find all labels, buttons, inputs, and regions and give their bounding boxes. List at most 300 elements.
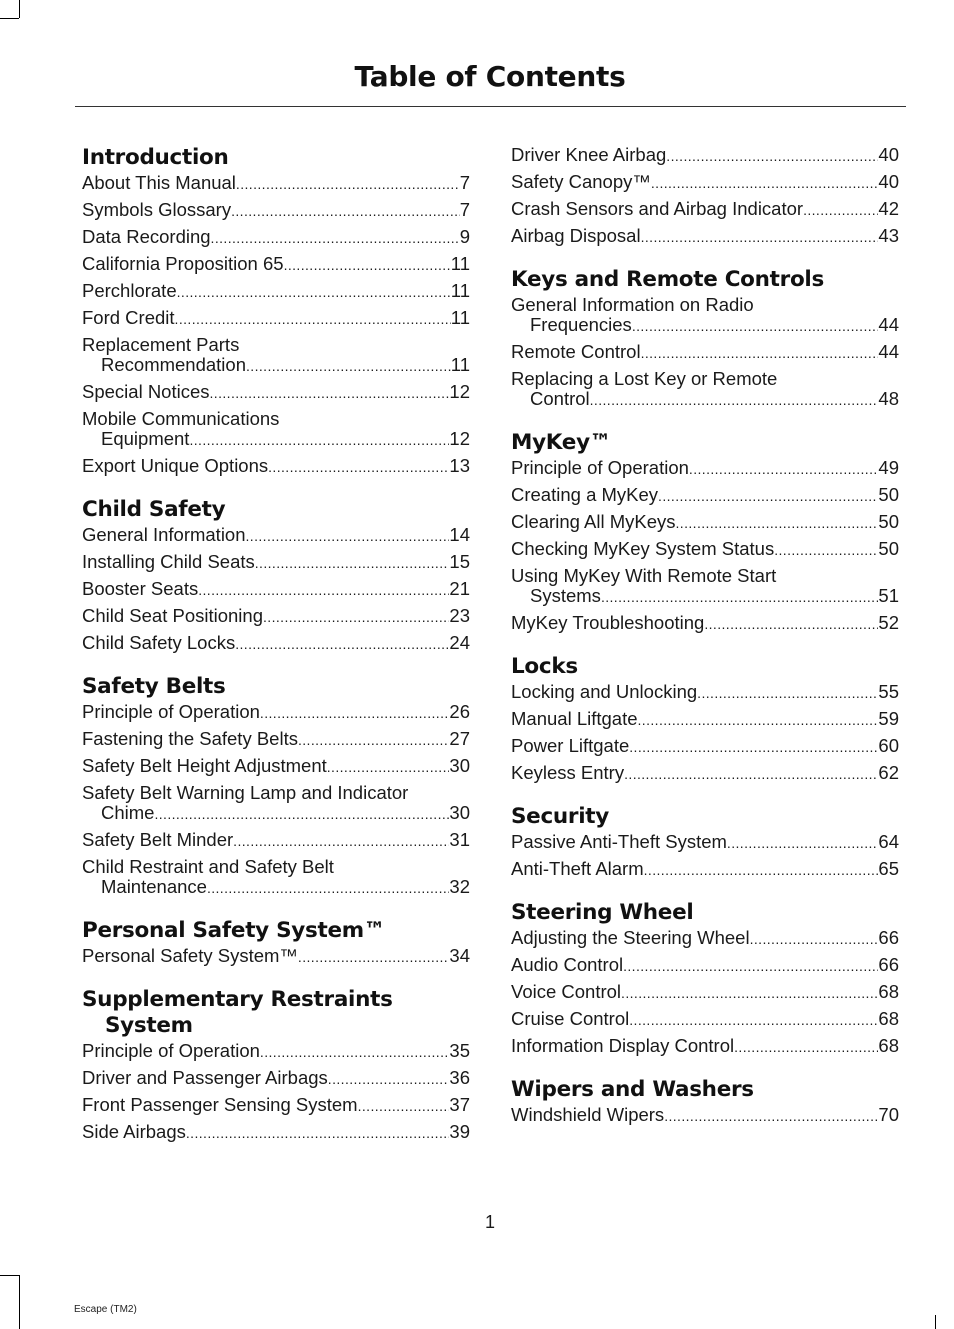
toc-entry-row bbox=[511, 832, 899, 853]
toc-entry[interactable] bbox=[82, 1068, 470, 1089]
dot-leader bbox=[298, 947, 450, 967]
toc-entry-row bbox=[511, 389, 899, 410]
dot-leader bbox=[175, 309, 451, 329]
section-title-text: MyKey™ bbox=[511, 430, 611, 455]
toc-entry-row bbox=[82, 633, 470, 654]
crop-mark bbox=[0, 1275, 19, 1276]
toc-entry-label: MyKey Troubleshooting bbox=[511, 612, 705, 633]
toc-entry-label: Passive Anti-Theft System bbox=[511, 831, 727, 852]
toc-entry-label: Safety Belt Minder bbox=[82, 829, 234, 850]
toc-entry-label: Symbols Glossary bbox=[82, 199, 232, 220]
dot-leader bbox=[235, 634, 449, 654]
toc-entry-page: 64 bbox=[878, 831, 899, 852]
toc-entry[interactable] bbox=[511, 1036, 899, 1057]
dot-leader bbox=[623, 956, 878, 976]
section-title bbox=[511, 900, 899, 926]
dot-leader bbox=[590, 390, 879, 410]
toc-entry-label: Manual Liftgate bbox=[511, 708, 638, 729]
toc-entry-page: 39 bbox=[449, 1121, 470, 1142]
toc-entry-label: Fastening the Safety Belts bbox=[82, 728, 298, 749]
toc-entry[interactable] bbox=[511, 369, 899, 410]
section-title bbox=[511, 267, 899, 293]
section-title-text: Wipers and Washers bbox=[511, 1077, 754, 1102]
toc-entry-label: Side Airbags bbox=[82, 1121, 186, 1142]
toc-entry-label: Ford Credit bbox=[82, 307, 175, 328]
toc-entry[interactable] bbox=[511, 613, 899, 634]
dot-leader bbox=[233, 831, 449, 851]
toc-entry[interactable] bbox=[82, 281, 470, 302]
toc-entry-row bbox=[82, 281, 470, 302]
toc-entry[interactable] bbox=[82, 1095, 470, 1116]
section-title bbox=[82, 918, 470, 944]
toc-entry[interactable] bbox=[82, 173, 470, 194]
toc-entry-row bbox=[511, 982, 899, 1003]
section-title-text: Introduction bbox=[82, 145, 229, 170]
crop-mark bbox=[935, 1315, 936, 1329]
section-title-text: Locks bbox=[511, 654, 578, 679]
dot-leader bbox=[658, 486, 878, 506]
toc-entry-label-line1: Mobile Communications bbox=[82, 408, 280, 429]
toc-entry[interactable] bbox=[511, 226, 899, 247]
dot-leader bbox=[727, 833, 879, 853]
toc-section bbox=[511, 900, 899, 1057]
toc-entry-label: Voice Control bbox=[511, 981, 622, 1002]
toc-entry-page: 11 bbox=[450, 280, 470, 301]
toc-entry-row bbox=[82, 382, 470, 403]
section-title bbox=[511, 1077, 899, 1103]
dot-leader bbox=[260, 703, 450, 723]
toc-entry-page: 26 bbox=[449, 701, 470, 722]
toc-entry[interactable] bbox=[511, 295, 899, 336]
toc-entry-row bbox=[82, 552, 470, 573]
toc-entry-label: Cruise Control bbox=[511, 1008, 630, 1029]
toc-entry-row bbox=[82, 1068, 470, 1089]
toc-entry-page: 14 bbox=[449, 524, 470, 545]
title-divider bbox=[75, 106, 906, 107]
toc-entry-row bbox=[511, 928, 899, 949]
toc-entry-row bbox=[511, 315, 899, 336]
section-title bbox=[511, 430, 899, 456]
toc-entry-page: 48 bbox=[878, 388, 899, 409]
dot-leader bbox=[328, 1069, 450, 1089]
toc-entry[interactable] bbox=[82, 525, 470, 546]
toc-entry-label: Child Seat Positioning bbox=[82, 605, 263, 626]
toc-entry-label: Adjusting the Steering Wheel bbox=[511, 927, 750, 948]
toc-entry-label: Driver and Passenger Airbags bbox=[82, 1067, 328, 1088]
toc-entry-row bbox=[82, 756, 470, 777]
toc-section bbox=[511, 145, 899, 247]
dot-leader bbox=[629, 1010, 878, 1030]
toc-entry-page: 36 bbox=[449, 1067, 470, 1088]
toc-entry-page: 50 bbox=[878, 538, 899, 559]
toc-entry-label: About This Manual bbox=[82, 172, 236, 193]
dot-leader bbox=[207, 878, 449, 898]
toc-entry-label: Principle of Operation bbox=[82, 1040, 260, 1061]
crop-mark bbox=[0, 18, 19, 19]
toc-entry[interactable] bbox=[82, 830, 470, 851]
toc-entry[interactable] bbox=[511, 342, 899, 363]
section-title bbox=[511, 804, 899, 830]
toc-entry-label: Power Liftgate bbox=[511, 735, 630, 756]
dot-leader bbox=[263, 607, 449, 627]
toc-section bbox=[82, 674, 470, 898]
toc-entry-row bbox=[82, 227, 470, 248]
toc-entry-page: 11 bbox=[450, 307, 470, 328]
toc-entry-page: 66 bbox=[878, 927, 899, 948]
toc-entry-page: 35 bbox=[449, 1040, 470, 1061]
toc-section bbox=[82, 918, 470, 967]
toc-entry[interactable] bbox=[82, 382, 470, 403]
dot-leader bbox=[255, 553, 450, 573]
toc-entry-page: 55 bbox=[878, 681, 899, 702]
toc-entry[interactable] bbox=[82, 1122, 470, 1143]
dot-leader bbox=[327, 757, 450, 777]
toc-entry-label: Creating a MyKey bbox=[511, 484, 659, 505]
dot-leader bbox=[246, 356, 451, 376]
toc-entry[interactable] bbox=[511, 458, 899, 479]
toc-entry-page: 32 bbox=[449, 876, 470, 897]
toc-entry-row bbox=[511, 955, 899, 976]
toc-entry-row bbox=[511, 1105, 899, 1126]
toc-entry[interactable] bbox=[511, 955, 899, 976]
toc-entry-label: Airbag Disposal bbox=[511, 225, 641, 246]
toc-entry[interactable] bbox=[511, 539, 899, 560]
dot-leader bbox=[624, 764, 878, 784]
toc-entry-page: 30 bbox=[449, 755, 470, 776]
footer-model: Escape (TM2) bbox=[74, 1304, 137, 1315]
toc-entry[interactable] bbox=[82, 702, 470, 723]
section-title-text: Safety Belts bbox=[82, 674, 226, 699]
toc-entry-label: Data Recording bbox=[82, 226, 211, 247]
toc-entry[interactable] bbox=[511, 1009, 899, 1030]
dot-leader bbox=[750, 929, 879, 949]
toc-section bbox=[511, 1077, 899, 1126]
toc-entry-label: General Information bbox=[82, 524, 246, 545]
toc-entry-label: Checking MyKey System Status bbox=[511, 538, 775, 559]
toc-entry[interactable] bbox=[82, 409, 470, 450]
toc-entry[interactable] bbox=[511, 859, 899, 880]
toc-entry-label: Child Safety Locks bbox=[82, 632, 236, 653]
dot-leader bbox=[210, 383, 450, 403]
toc-entry[interactable] bbox=[511, 485, 899, 506]
toc-entry[interactable] bbox=[82, 729, 470, 750]
toc-entry-label: Booster Seats bbox=[82, 578, 199, 599]
toc-entry-page: 43 bbox=[878, 225, 899, 246]
toc-entry-row bbox=[511, 342, 899, 363]
toc-entry-label: California Proposition 65 bbox=[82, 253, 284, 274]
toc-entry-row bbox=[82, 1041, 470, 1062]
toc-entry-page: 40 bbox=[878, 171, 899, 192]
toc-entry-label: Personal Safety System™ bbox=[82, 945, 298, 966]
dot-leader bbox=[268, 457, 449, 477]
section-title bbox=[82, 674, 470, 700]
toc-entry-page: 52 bbox=[878, 612, 899, 633]
toc-entry-row bbox=[82, 1095, 470, 1116]
toc-entry-page: 13 bbox=[449, 455, 470, 476]
crop-mark bbox=[19, 1275, 20, 1329]
toc-entry-label: Audio Control bbox=[511, 954, 624, 975]
toc-column-left bbox=[82, 145, 470, 1163]
toc-entry-page: 68 bbox=[878, 1008, 899, 1029]
toc-entry-label: Front Passenger Sensing System bbox=[82, 1094, 358, 1115]
toc-entry-page: 50 bbox=[878, 511, 899, 532]
toc-entry-row bbox=[511, 682, 899, 703]
dot-leader bbox=[651, 173, 879, 193]
dot-leader bbox=[621, 983, 878, 1003]
toc-entry-label-line1: Using MyKey With Remote Start bbox=[511, 565, 777, 586]
dot-leader bbox=[236, 174, 460, 194]
toc-entry-label: Installing Child Seats bbox=[82, 551, 255, 572]
toc-entry-row bbox=[82, 729, 470, 750]
toc-entry-row bbox=[511, 172, 899, 193]
toc-entry-label: Safety Canopy™ bbox=[511, 171, 651, 192]
toc-entry-label: Clearing All MyKeys bbox=[511, 511, 676, 532]
toc-entry-label: Export Unique Options bbox=[82, 455, 269, 476]
toc-entry[interactable] bbox=[511, 982, 899, 1003]
dot-leader bbox=[358, 1096, 450, 1116]
toc-entry-label-line1: Safety Belt Warning Lamp and Indicator bbox=[82, 782, 409, 803]
toc-entry-row bbox=[511, 859, 899, 880]
toc-section bbox=[511, 654, 899, 784]
toc-entry[interactable] bbox=[82, 633, 470, 654]
toc-section bbox=[82, 987, 470, 1143]
toc-entry[interactable] bbox=[82, 227, 470, 248]
dot-leader bbox=[704, 614, 878, 634]
section-title-text: Supplementary Restraints bbox=[82, 987, 393, 1012]
dot-leader bbox=[601, 587, 878, 607]
toc-entry-page: 50 bbox=[878, 484, 899, 505]
toc-entry-page: 9 bbox=[459, 226, 470, 247]
toc-entry-row bbox=[511, 709, 899, 730]
toc-entry-page: 44 bbox=[878, 341, 899, 362]
toc-entry[interactable] bbox=[511, 172, 899, 193]
toc-entry-page: 59 bbox=[878, 708, 899, 729]
toc-entry-label: Maintenance bbox=[101, 876, 207, 897]
toc-entry-page: 49 bbox=[878, 457, 899, 478]
toc-entry-page: 11 bbox=[450, 253, 470, 274]
toc-entry-page: 37 bbox=[449, 1094, 470, 1115]
toc-entry-row bbox=[511, 763, 899, 784]
dot-leader bbox=[246, 526, 450, 546]
toc-entry-page: 62 bbox=[878, 762, 899, 783]
dot-leader bbox=[664, 1106, 878, 1126]
toc-entry[interactable] bbox=[82, 946, 470, 967]
toc-entry[interactable] bbox=[511, 199, 899, 220]
toc-entry-row bbox=[82, 308, 470, 329]
toc-entry-row bbox=[82, 702, 470, 723]
toc-entry-row bbox=[82, 1122, 470, 1143]
dot-leader bbox=[211, 228, 460, 248]
toc-entry-row bbox=[511, 539, 899, 560]
toc-entry-page: 11 bbox=[450, 354, 470, 375]
dot-leader bbox=[803, 200, 878, 220]
toc-entry-page: 70 bbox=[878, 1104, 899, 1125]
toc-entry-page: 12 bbox=[449, 381, 470, 402]
toc-section bbox=[511, 804, 899, 880]
toc-entry[interactable] bbox=[82, 200, 470, 221]
dot-leader bbox=[629, 737, 878, 757]
toc-entry[interactable] bbox=[82, 857, 470, 898]
toc-entry-row bbox=[82, 173, 470, 194]
toc-entry-page: 42 bbox=[878, 198, 899, 219]
toc-entry-row bbox=[511, 736, 899, 757]
toc-entry-page: 30 bbox=[449, 802, 470, 823]
dot-leader bbox=[638, 710, 879, 730]
toc-entry-label: Remote Control bbox=[511, 341, 641, 362]
toc-section bbox=[82, 145, 470, 477]
toc-entry-page: 7 bbox=[459, 172, 470, 193]
toc-entry-row bbox=[82, 355, 470, 376]
toc-entry-page: 34 bbox=[449, 945, 470, 966]
dot-leader bbox=[676, 513, 879, 533]
page-number: 1 bbox=[484, 1212, 495, 1232]
toc-entry[interactable] bbox=[511, 682, 899, 703]
toc-entry[interactable] bbox=[511, 512, 899, 533]
toc-entry-row bbox=[511, 1036, 899, 1057]
toc-entry-page: 12 bbox=[449, 428, 470, 449]
toc-entry-page: 21 bbox=[449, 578, 470, 599]
toc-entry-row bbox=[511, 1009, 899, 1030]
toc-entry-row bbox=[511, 512, 899, 533]
toc-entry-label: Control bbox=[530, 388, 590, 409]
dot-leader bbox=[689, 459, 879, 479]
toc-entry[interactable] bbox=[511, 736, 899, 757]
page-title: Table of Contents bbox=[354, 60, 626, 93]
section-title-text: Steering Wheel bbox=[511, 900, 694, 925]
toc-entry-label: Locking and Unlocking bbox=[511, 681, 698, 702]
toc-entry-label: Crash Sensors and Airbag Indicator bbox=[511, 198, 804, 219]
toc-entry[interactable] bbox=[511, 709, 899, 730]
toc-entry-label-line1: Replacing a Lost Key or Remote bbox=[511, 368, 778, 389]
toc-entry-page: 51 bbox=[878, 585, 899, 606]
toc-entry-label: Chime bbox=[101, 802, 155, 823]
toc-entry-label: Windshield Wipers bbox=[511, 1104, 665, 1125]
toc-entry-label: Anti-Theft Alarm bbox=[511, 858, 644, 879]
toc-column-right bbox=[511, 145, 899, 1146]
dot-leader bbox=[632, 316, 879, 336]
toc-entry-label: Special Notices bbox=[82, 381, 210, 402]
dot-leader bbox=[198, 580, 449, 600]
toc-entry-label: Frequencies bbox=[530, 314, 632, 335]
dot-leader bbox=[641, 343, 879, 363]
dot-leader bbox=[644, 860, 879, 880]
toc-entry-row bbox=[82, 456, 470, 477]
toc-entry-label: Keyless Entry bbox=[511, 762, 625, 783]
toc-entry-row bbox=[511, 226, 899, 247]
toc-entry-row bbox=[82, 803, 470, 824]
toc-entry-page: 65 bbox=[878, 858, 899, 879]
toc-entry[interactable] bbox=[82, 783, 470, 824]
dot-leader bbox=[641, 227, 879, 247]
toc-entry[interactable] bbox=[511, 763, 899, 784]
toc-entry-row bbox=[511, 613, 899, 634]
toc-entry-page: 27 bbox=[449, 728, 470, 749]
dot-leader bbox=[774, 540, 878, 560]
toc-entry-label: Recommendation bbox=[101, 354, 246, 375]
toc-entry-row bbox=[82, 429, 470, 450]
dot-leader bbox=[177, 282, 451, 302]
toc-entry[interactable] bbox=[82, 579, 470, 600]
toc-entry-page: 15 bbox=[449, 551, 470, 572]
toc-entry-row bbox=[511, 586, 899, 607]
toc-entry-row bbox=[511, 145, 899, 166]
dot-leader bbox=[231, 201, 460, 221]
toc-entry-page: 40 bbox=[878, 144, 899, 165]
toc-entry-label: Principle of Operation bbox=[511, 457, 689, 478]
section-title-text: Keys and Remote Controls bbox=[511, 267, 824, 292]
section-title bbox=[82, 497, 470, 523]
toc-entry-label: Perchlorate bbox=[82, 280, 177, 301]
toc-entry[interactable] bbox=[511, 145, 899, 166]
section-title bbox=[82, 987, 470, 1039]
section-title-text: Security bbox=[511, 804, 609, 829]
dot-leader bbox=[734, 1037, 878, 1057]
section-title-text: Personal Safety System™ bbox=[82, 918, 386, 943]
toc-entry[interactable] bbox=[511, 928, 899, 949]
toc-entry-page: 68 bbox=[878, 981, 899, 1002]
toc-entry[interactable] bbox=[82, 756, 470, 777]
toc-entry[interactable] bbox=[82, 335, 470, 376]
toc-entry-row bbox=[511, 458, 899, 479]
toc-entry[interactable] bbox=[82, 552, 470, 573]
toc-section bbox=[511, 430, 899, 634]
dot-leader bbox=[189, 430, 449, 450]
dot-leader bbox=[186, 1123, 450, 1143]
toc-entry-page: 23 bbox=[449, 605, 470, 626]
toc-entry[interactable] bbox=[82, 308, 470, 329]
toc-entry[interactable] bbox=[511, 832, 899, 853]
toc-entry-row bbox=[82, 254, 470, 275]
dot-leader bbox=[154, 804, 449, 824]
toc-entry[interactable] bbox=[82, 456, 470, 477]
toc-entry-label-line1: General Information on Radio bbox=[511, 294, 754, 315]
toc-entry-page: 31 bbox=[449, 829, 470, 850]
dot-leader bbox=[260, 1042, 450, 1062]
toc-entry-row bbox=[82, 200, 470, 221]
toc-entry[interactable] bbox=[511, 566, 899, 607]
toc-entry-page: 7 bbox=[459, 199, 470, 220]
section-title bbox=[511, 654, 899, 680]
toc-entry[interactable] bbox=[511, 1105, 899, 1126]
section-title-text: Child Safety bbox=[82, 497, 226, 522]
section-title-continued: System bbox=[105, 1013, 193, 1038]
toc-entry-page: 44 bbox=[878, 314, 899, 335]
toc-section bbox=[82, 497, 470, 654]
toc-entry-label: Equipment bbox=[101, 428, 190, 449]
toc-entry-label: Information Display Control bbox=[511, 1035, 735, 1056]
crop-mark bbox=[19, 0, 20, 18]
toc-entry-label-line1: Child Restraint and Safety Belt bbox=[82, 856, 334, 877]
toc-entry[interactable] bbox=[82, 1041, 470, 1062]
section-title bbox=[82, 145, 470, 171]
dot-leader bbox=[666, 146, 878, 166]
toc-entry[interactable] bbox=[82, 606, 470, 627]
toc-entry-page: 66 bbox=[878, 954, 899, 975]
toc-entry-label-line1: Replacement Parts bbox=[82, 334, 240, 355]
toc-entry-page: 68 bbox=[878, 1035, 899, 1056]
toc-entry-row bbox=[82, 946, 470, 967]
toc-entry-label: Driver Knee Airbag bbox=[511, 144, 667, 165]
toc-entry-label: Principle of Operation bbox=[82, 701, 260, 722]
toc-entry-row bbox=[82, 579, 470, 600]
toc-entry-page: 24 bbox=[449, 632, 470, 653]
toc-entry-row bbox=[511, 199, 899, 220]
toc-entry-page: 60 bbox=[878, 735, 899, 756]
toc-entry-row bbox=[82, 877, 470, 898]
toc-entry-row bbox=[82, 525, 470, 546]
toc-entry-label: Safety Belt Height Adjustment bbox=[82, 755, 327, 776]
toc-entry[interactable] bbox=[82, 254, 470, 275]
